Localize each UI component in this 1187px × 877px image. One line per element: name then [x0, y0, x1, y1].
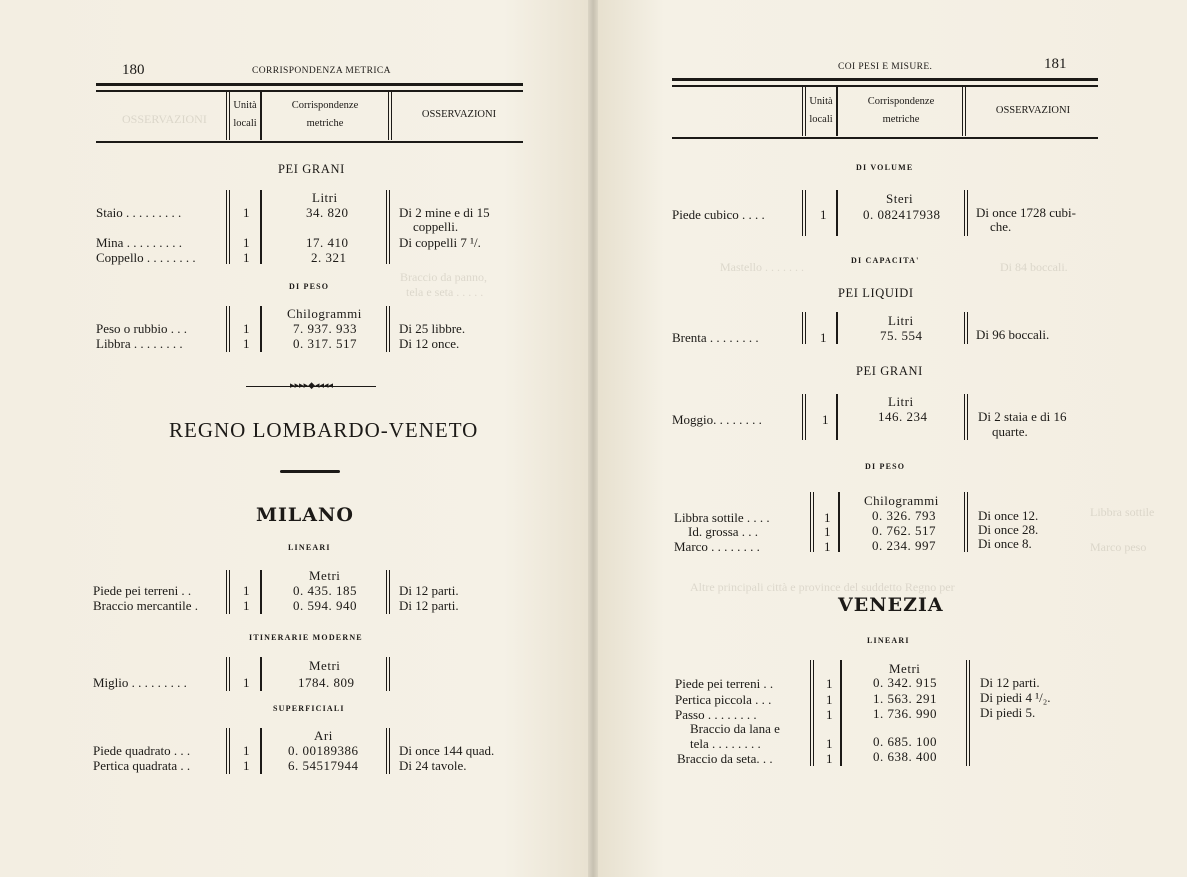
unit-value: 1: [243, 598, 250, 613]
running-head: COI PESI E MISURE.: [838, 62, 933, 72]
unit-value: 1: [824, 510, 831, 525]
header-rule-bottom: [672, 137, 1098, 139]
header-rule-top: [96, 83, 523, 86]
metric-value: 0. 342. 915: [873, 675, 937, 690]
metric-value: 34. 820: [306, 205, 349, 220]
metric-value: 146. 234: [878, 409, 928, 424]
unit-value: 1: [824, 524, 831, 539]
unit-value: 1: [820, 207, 827, 222]
measure-name: Braccio da seta. . .: [677, 751, 773, 766]
metric-value: 0. 435. 185: [293, 583, 357, 598]
header-rule-top-thin: [96, 90, 523, 92]
measure-name: Moggio. . . . . . . .: [672, 412, 762, 427]
column-divider: [836, 190, 838, 236]
column-divider: [226, 657, 230, 691]
column-divider: [836, 394, 838, 440]
measure-name: Staio . . . . . . . . .: [96, 205, 182, 220]
column-divider: [840, 660, 842, 766]
observation: Di 2 staia e di 16: [978, 409, 1067, 424]
ornament-rule: [280, 470, 340, 473]
bleed-through: Braccio da panno,: [400, 270, 487, 284]
metric-value: 6. 54517944: [288, 758, 359, 773]
unit-value: 1: [826, 736, 833, 751]
header-rule-bottom: [96, 141, 523, 143]
column-divider: [386, 190, 390, 264]
column-divider: [260, 728, 262, 774]
column-divider: [386, 570, 390, 614]
section-title: LINEARI: [867, 636, 910, 645]
column-divider: [260, 570, 262, 614]
metric-value: 0. 082417938: [863, 207, 941, 222]
unit-value: 1: [243, 321, 250, 336]
unit-value: 1: [243, 583, 250, 598]
unit-value: 1: [243, 743, 250, 758]
column-header-observations: OSSERVAZIONI: [421, 109, 497, 120]
bleed-through: tela e seta . . . . .: [406, 285, 484, 299]
metric-value: 0. 685. 100: [873, 734, 937, 749]
header-rule-top-thin: [672, 85, 1098, 87]
unit-value: 1: [243, 235, 250, 250]
unit-value: 1: [243, 675, 250, 690]
column-divider: [964, 190, 968, 236]
observation: Di 12 parti.: [399, 583, 459, 598]
unit-label: Chilogrammi: [864, 493, 939, 508]
column-divider: [964, 394, 968, 440]
measure-name: Brenta . . . . . . . .: [672, 330, 759, 345]
measure-name: Piede pei terreni . .: [675, 676, 774, 691]
metric-value: 0. 317. 517: [293, 336, 357, 351]
book-gutter: [588, 0, 598, 877]
column-divider: [810, 660, 814, 766]
column-divider: [260, 657, 262, 691]
page-number: 180: [122, 62, 145, 78]
observation: Di 12 parti.: [399, 598, 459, 613]
column-divider: [802, 394, 806, 440]
observation: Di once 28.: [978, 522, 1039, 537]
unit-value: 1: [826, 707, 833, 722]
measure-name: Pertica piccola . . .: [675, 692, 772, 707]
column-divider: [964, 312, 968, 344]
section-title: PEI GRANI: [856, 364, 923, 378]
metric-value: 1. 563. 291: [873, 691, 937, 706]
column-header-unit: Unità locali: [233, 100, 257, 129]
metric-value: 0. 326. 793: [872, 508, 936, 523]
unit-value: 1: [822, 412, 829, 427]
unit-value: 1: [243, 758, 250, 773]
page-number: 181: [1044, 56, 1067, 72]
column-divider: [386, 728, 390, 774]
section-title: DI VOLUME: [856, 163, 914, 172]
observation: Di 12 parti.: [980, 675, 1040, 690]
column-divider: [836, 312, 838, 344]
metric-value: 75. 554: [880, 328, 923, 343]
metric-value: 0. 594. 940: [293, 598, 357, 613]
observation: Di piedi 4 ¹/₂.: [980, 690, 1051, 705]
section-title: PEI GRANI: [278, 162, 345, 176]
measure-name: Mina . . . . . . . . .: [96, 235, 182, 250]
unit-value: 1: [824, 539, 831, 554]
unit-label: Metri: [889, 661, 921, 676]
measure-name: Piede quadrato . . .: [93, 743, 191, 758]
ornament-icon: ▸▸▸▸◆◂◂◂◂: [290, 380, 334, 390]
unit-value: 1: [243, 336, 250, 351]
measure-name: Braccio mercantile .: [93, 598, 199, 613]
section-title: DI PESO: [289, 282, 330, 291]
column-divider: [226, 728, 230, 774]
observation: Di once 144 quad.: [399, 743, 495, 758]
measure-name: Marco . . . . . . . .: [674, 539, 760, 554]
observation: Di 12 once.: [399, 336, 460, 351]
metric-value: 17. 410: [306, 235, 349, 250]
unit-label: Ari: [314, 728, 333, 743]
measure-name: Coppello . . . . . . . .: [96, 250, 196, 265]
column-divider: [260, 190, 262, 264]
metric-value: 2. 321: [311, 250, 347, 265]
column-divider: [260, 92, 262, 140]
observation: coppelli.: [413, 219, 459, 234]
column-divider: [810, 492, 814, 552]
column-divider: [388, 92, 392, 140]
observation: Di once 1728 cubi-: [976, 205, 1077, 220]
bleed-through: Di 84 boccali.: [1000, 260, 1068, 274]
column-divider: [226, 306, 230, 352]
column-divider: [966, 660, 970, 766]
measure-name: Piede cubico . . . .: [672, 207, 765, 222]
column-header-correspondence: Corrispondenze metriche: [291, 100, 359, 129]
observation: Di once 8.: [978, 536, 1032, 551]
measure-name: Pertica quadrata . .: [93, 758, 191, 773]
observation: quarte.: [992, 424, 1028, 439]
column-divider: [386, 657, 390, 691]
column-divider: [260, 306, 262, 352]
section-title: ITINERARIE MODERNE: [249, 633, 363, 642]
observation: Di coppelli 7 ¹/.: [399, 235, 481, 250]
observation: Di 25 libbre.: [399, 321, 466, 336]
measure-name: Peso o rubbio . . .: [96, 321, 187, 336]
section-title: DI CAPACITA': [851, 256, 920, 265]
column-divider: [802, 190, 806, 236]
observation: Di once 12.: [978, 508, 1039, 523]
observation: Di 2 mine e di 15: [399, 205, 490, 220]
measure-name: Libbra . . . . . . . .: [96, 336, 183, 351]
column-divider: [386, 306, 390, 352]
unit-label: Steri: [886, 191, 914, 206]
metric-value: 7. 937. 933: [293, 321, 357, 336]
column-divider: [962, 87, 966, 136]
unit-label: Metri: [309, 568, 341, 583]
metric-value: 0. 638. 400: [873, 749, 937, 764]
unit-value: 1: [820, 330, 827, 345]
unit-value: 1: [826, 676, 833, 691]
unit-value: 1: [826, 751, 833, 766]
metric-value: 0. 00189386: [288, 743, 359, 758]
region-title: REGNO LOMBARDO-VENETO: [169, 418, 479, 442]
measure-name: Passo . . . . . . . .: [675, 707, 757, 722]
observation: Di 96 boccali.: [976, 327, 1050, 342]
column-header-unit: Unità locali: [809, 96, 833, 125]
measure-name: Miglio . . . . . . . . .: [93, 675, 187, 690]
column-divider: [226, 190, 230, 264]
section-title: LINEARI: [288, 543, 331, 552]
measure-name: Id. grossa . . .: [688, 524, 759, 539]
column-divider: [838, 492, 840, 552]
bleed-through: Libbra sottile: [1090, 505, 1155, 519]
observation: che.: [990, 219, 1012, 234]
unit-label: Metri: [309, 658, 341, 673]
section-title: PEI LIQUIDI: [838, 286, 914, 300]
measure-name: Piede pei terreni . .: [93, 583, 192, 598]
metric-value: 0. 234. 997: [872, 538, 936, 553]
observation: Di 24 tavole.: [399, 758, 467, 773]
header-rule-top: [672, 78, 1098, 81]
unit-label: Chilogrammi: [287, 306, 362, 321]
bleed-through: OSSERVAZIONI: [122, 112, 207, 126]
unit-label: Litri: [312, 190, 338, 205]
bleed-through: Mastello . . . . . . .: [720, 260, 804, 274]
column-divider: [836, 87, 838, 136]
column-header-correspondence: Corrispondenze metriche: [867, 96, 935, 125]
unit-value: 1: [826, 692, 833, 707]
metric-value: 0. 762. 517: [872, 523, 936, 538]
measure-name: Libbra sottile . . . .: [674, 510, 770, 525]
column-header-observations: OSSERVAZIONI: [995, 105, 1071, 116]
unit-label: Litri: [888, 313, 914, 328]
section-title: SUPERFICIALI: [273, 704, 345, 713]
city-title: VENEZIA: [838, 594, 944, 616]
unit-value: 1: [243, 250, 250, 265]
running-head: CORRISPONDENZA METRICA: [252, 66, 391, 76]
column-divider: [226, 570, 230, 614]
bleed-through: Marco peso: [1090, 540, 1147, 554]
measure-name: tela . . . . . . . .: [690, 736, 761, 751]
section-title: DI PESO: [865, 462, 906, 471]
unit-value: 1: [243, 205, 250, 220]
metric-value: 1. 736. 990: [873, 706, 937, 721]
unit-label: Litri: [888, 394, 914, 409]
bleed-through: Altre principali città e province del suddetto Regno per: [690, 580, 955, 594]
city-title: MILANO: [256, 504, 354, 526]
metric-value: 1784. 809: [298, 675, 355, 690]
column-divider: [964, 492, 968, 552]
column-divider: [802, 312, 806, 344]
observation: Di piedi 5.: [980, 705, 1036, 720]
measure-name: Braccio da lana e: [690, 721, 780, 736]
